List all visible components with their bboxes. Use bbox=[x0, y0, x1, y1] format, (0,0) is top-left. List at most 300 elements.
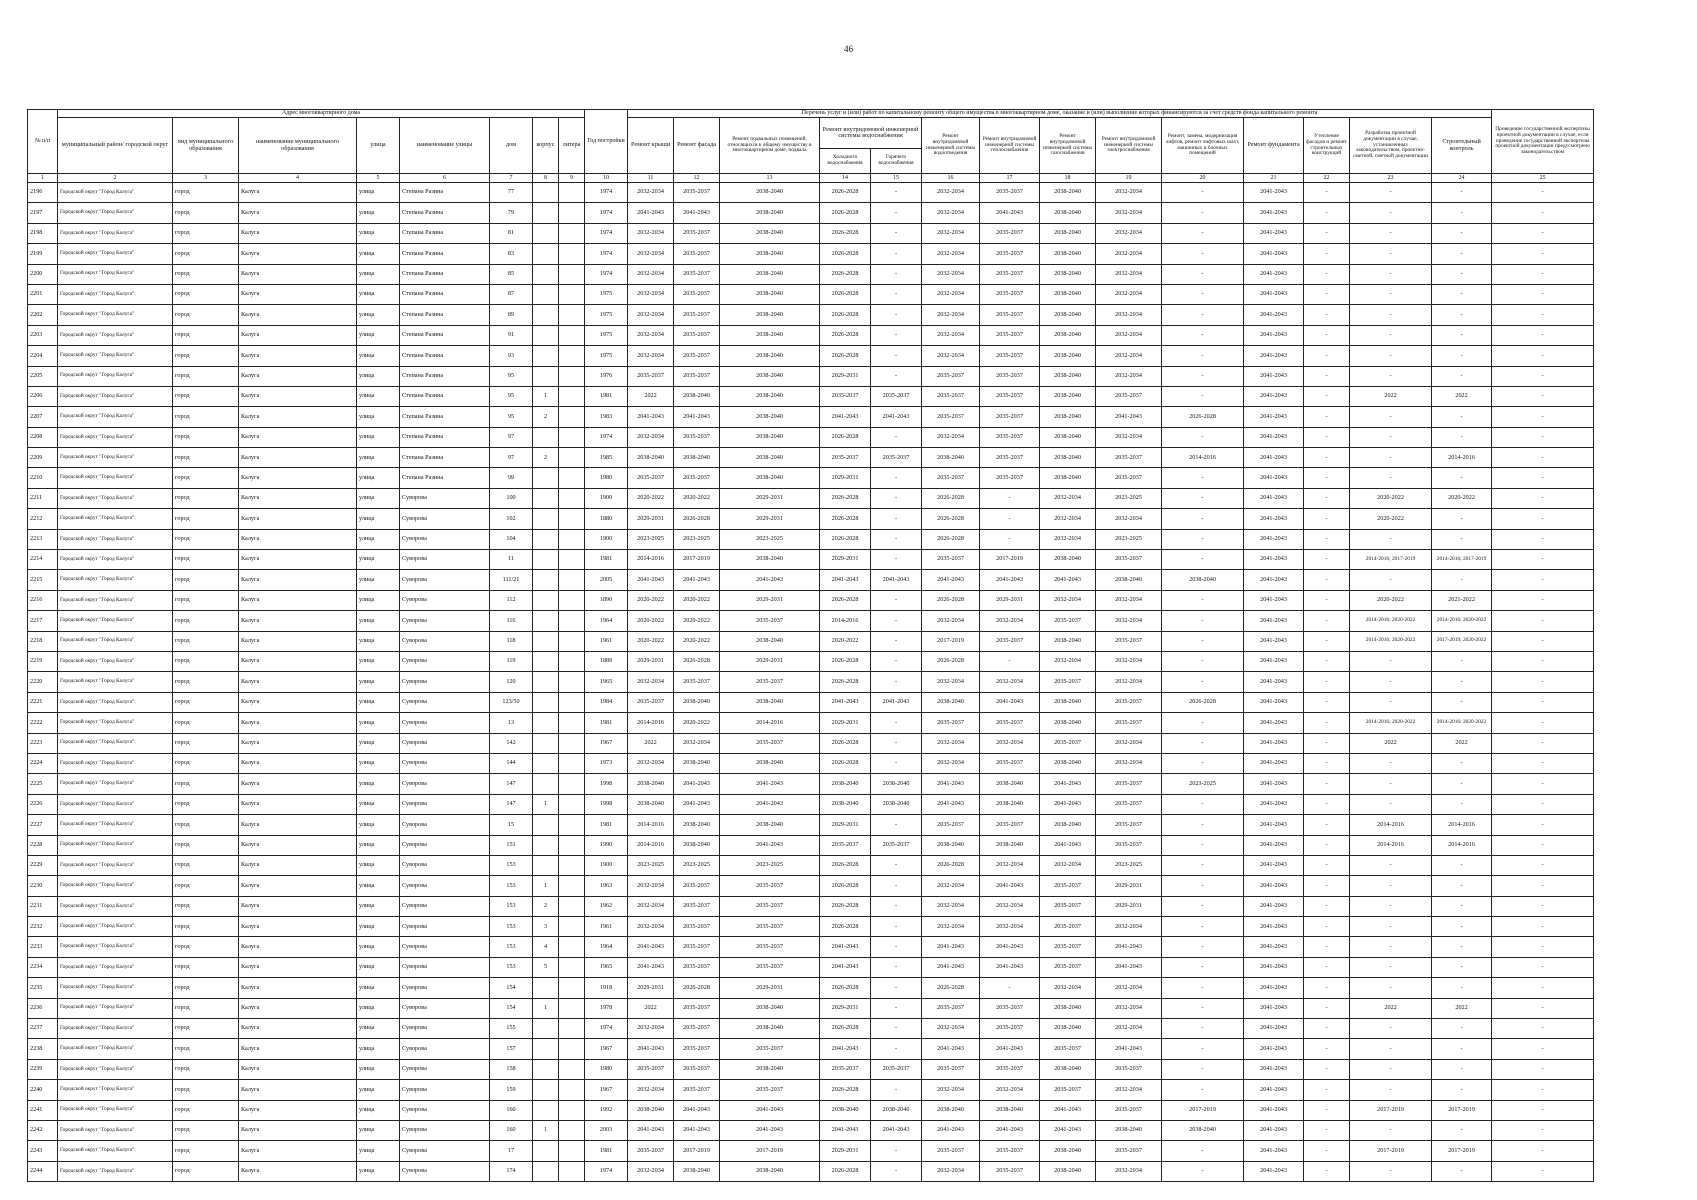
table-cell: - bbox=[1432, 957, 1492, 977]
header-hot-water: Горячего водоснабжения bbox=[871, 149, 922, 174]
table-cell: 2041-2043 bbox=[922, 1039, 980, 1059]
table-cell: 95 bbox=[490, 366, 533, 386]
table-cell: - bbox=[1304, 183, 1350, 203]
table-cell bbox=[533, 1080, 559, 1100]
table-cell: - bbox=[1492, 448, 1594, 468]
table-cell: 2032-2034 bbox=[922, 346, 980, 366]
table-cell: улица bbox=[357, 284, 400, 304]
table-cell: Городской округ "Город Калуга" bbox=[58, 183, 173, 203]
table-cell: 142 bbox=[490, 733, 533, 753]
table-cell: 2032-2034 bbox=[628, 1080, 674, 1100]
table-cell: 2041-2043 bbox=[1040, 1100, 1096, 1120]
table-cell: Калуга bbox=[239, 346, 357, 366]
table-cell: 2035-2037 bbox=[1040, 896, 1096, 916]
column-number: 17 bbox=[980, 174, 1040, 183]
table-cell: 2035-2037 bbox=[1096, 835, 1162, 855]
table-cell: 2032-2034 bbox=[628, 223, 674, 243]
table-cell: 2035-2037 bbox=[674, 468, 720, 488]
table-cell: 2041-2043 bbox=[1244, 978, 1304, 998]
table-cell: 2017-2019 bbox=[1432, 1141, 1492, 1161]
table-cell: - bbox=[1304, 284, 1350, 304]
table-row bbox=[28, 427, 1594, 447]
table-cell: - bbox=[1162, 651, 1244, 671]
table-cell: - bbox=[1492, 346, 1594, 366]
table-cell: 1961 bbox=[585, 631, 628, 651]
table-cell: - bbox=[1304, 488, 1350, 508]
table-cell: Суворова bbox=[400, 713, 490, 733]
table-cell: 2038-2040 bbox=[922, 692, 980, 712]
table-cell: 2026-2028 bbox=[922, 590, 980, 610]
table-cell: 97 bbox=[490, 427, 533, 447]
table-cell: 159 bbox=[490, 1080, 533, 1100]
table-cell: - bbox=[1162, 427, 1244, 447]
table-cell bbox=[533, 488, 559, 508]
table-cell: - bbox=[1432, 529, 1492, 549]
table-cell: 2038-2040 bbox=[1040, 815, 1096, 835]
table-row bbox=[28, 835, 1594, 855]
table-cell: - bbox=[1492, 284, 1594, 304]
table-cell: 2014-2016 bbox=[628, 835, 674, 855]
table-cell: 2215 bbox=[28, 570, 58, 590]
table-cell: - bbox=[1350, 753, 1432, 773]
table-cell: 2041-2043 bbox=[820, 407, 871, 427]
table-cell: 2035-2037 bbox=[980, 223, 1040, 243]
table-cell: улица bbox=[357, 550, 400, 570]
table-cell: Городской округ "Город Калуга" bbox=[58, 1141, 173, 1161]
table-cell: 2038-2040 bbox=[720, 284, 820, 304]
table-cell: 2032-2034 bbox=[980, 1080, 1040, 1100]
table-cell: 2035-2037 bbox=[1040, 1039, 1096, 1059]
table-cell bbox=[559, 1019, 585, 1039]
table-cell: 2035-2037 bbox=[1040, 937, 1096, 957]
table-cell: 2032-2034 bbox=[922, 896, 980, 916]
table-cell: - bbox=[1432, 366, 1492, 386]
table-cell: 2038-2040 bbox=[720, 264, 820, 284]
table-cell: 1974 bbox=[585, 1019, 628, 1039]
table-cell: 2038-2040 bbox=[1040, 203, 1096, 223]
header-elevator: Ремонт, замена, модернизация лифтов, ремонт лифтовых шахт, машинных и блочных помещений bbox=[1162, 118, 1244, 174]
table-cell: 2 bbox=[533, 448, 559, 468]
table-cell: Калуга bbox=[239, 448, 357, 468]
table-cell: 153 bbox=[490, 957, 533, 977]
table-cell: - bbox=[1492, 550, 1594, 570]
table-cell: - bbox=[1492, 203, 1594, 223]
table-cell: 2035-2037 bbox=[922, 1141, 980, 1161]
column-number: 10 bbox=[585, 174, 628, 183]
table-cell: город bbox=[173, 733, 239, 753]
table-cell: 2032-2034 bbox=[1040, 509, 1096, 529]
table-cell: 2032-2034 bbox=[1096, 590, 1162, 610]
table-cell: - bbox=[1350, 284, 1432, 304]
table-cell: 2029-2031 bbox=[628, 651, 674, 671]
table-cell bbox=[533, 305, 559, 325]
table-cell: 2032-2034 bbox=[628, 753, 674, 773]
table-cell: 2223 bbox=[28, 733, 58, 753]
table-cell: 2035-2037 bbox=[820, 448, 871, 468]
table-cell: 120 bbox=[490, 672, 533, 692]
table-cell: - bbox=[1432, 794, 1492, 814]
table-cell: - bbox=[1304, 366, 1350, 386]
table-cell: - bbox=[1432, 203, 1492, 223]
table-cell: 2020-2022 bbox=[820, 631, 871, 651]
table-cell bbox=[533, 733, 559, 753]
table-cell: - bbox=[871, 1039, 922, 1059]
table-cell: 1965 bbox=[585, 957, 628, 977]
table-cell: 2032-2034 bbox=[980, 611, 1040, 631]
table-cell bbox=[559, 937, 585, 957]
table-cell: - bbox=[1162, 876, 1244, 896]
table-cell: 89 bbox=[490, 305, 533, 325]
table-cell: 1981 bbox=[585, 386, 628, 406]
table-cell: 2026-2028 bbox=[820, 305, 871, 325]
table-cell: - bbox=[1492, 774, 1594, 794]
table-cell: Калуга bbox=[239, 917, 357, 937]
table-cell: 2035-2037 bbox=[1040, 672, 1096, 692]
header-foundation: Ремонт фундамента bbox=[1244, 118, 1304, 174]
table-cell: 2017-2019 bbox=[1162, 1100, 1244, 1120]
table-cell: 2029-2031 bbox=[1096, 896, 1162, 916]
table-cell: 2035-2037 bbox=[674, 325, 720, 345]
table-cell: 2029-2031 bbox=[820, 550, 871, 570]
table-cell: 174 bbox=[490, 1161, 533, 1181]
table-cell: 2026-2028 bbox=[820, 733, 871, 753]
table-cell: улица bbox=[357, 978, 400, 998]
table-cell: улица bbox=[357, 753, 400, 773]
header-design: Разработка проектной документации в случае, установленных законодательством, проектно-сметной, сметной документации bbox=[1350, 118, 1432, 174]
table-cell: - bbox=[1432, 346, 1492, 366]
table-cell: 2035-2037 bbox=[674, 305, 720, 325]
table-cell: 2041-2043 bbox=[922, 957, 980, 977]
table-cell bbox=[559, 815, 585, 835]
table-cell: 2029-2031 bbox=[820, 713, 871, 733]
table-cell: 2023-2025 bbox=[1096, 855, 1162, 875]
table-cell: 2023-2025 bbox=[720, 855, 820, 875]
table-cell: - bbox=[1432, 917, 1492, 937]
table-cell: 2041-2043 bbox=[980, 692, 1040, 712]
table-cell bbox=[533, 264, 559, 284]
table-cell: город bbox=[173, 407, 239, 427]
table-cell: 2026-2028 bbox=[820, 876, 871, 896]
table-cell: 2041-2043 bbox=[1244, 1100, 1304, 1120]
table-cell bbox=[559, 244, 585, 264]
table-cell: 2022 bbox=[628, 386, 674, 406]
table-cell: - bbox=[1492, 509, 1594, 529]
table-cell: 2238 bbox=[28, 1039, 58, 1059]
table-cell: Калуга bbox=[239, 183, 357, 203]
table-cell: Степана Разина bbox=[400, 427, 490, 447]
table-row bbox=[28, 244, 1594, 264]
table-cell: 2035-2037 bbox=[628, 692, 674, 712]
header-mo-name: наименование муниципального образования bbox=[239, 118, 357, 174]
table-cell: 2038-2040 bbox=[720, 1019, 820, 1039]
table-cell bbox=[559, 509, 585, 529]
table-cell: 2032-2034 bbox=[1096, 366, 1162, 386]
table-cell: 2023-2025 bbox=[674, 529, 720, 549]
table-cell: Суворова bbox=[400, 590, 490, 610]
table-cell: 2041-2043 bbox=[820, 937, 871, 957]
table-cell: - bbox=[1350, 651, 1432, 671]
table-cell: 2026-2028 bbox=[922, 978, 980, 998]
table-cell: - bbox=[980, 978, 1040, 998]
table-cell: 2032-2034 bbox=[980, 855, 1040, 875]
table-cell: 2032-2034 bbox=[1096, 264, 1162, 284]
table-cell bbox=[533, 815, 559, 835]
table-cell: Городской округ "Город Калуга" bbox=[58, 305, 173, 325]
table-cell: 2029-2031 bbox=[628, 978, 674, 998]
table-cell: Городской округ "Город Калуга" bbox=[58, 774, 173, 794]
table-cell: 1 bbox=[533, 386, 559, 406]
table-row bbox=[28, 998, 1594, 1018]
table-cell: - bbox=[1162, 794, 1244, 814]
table-cell: 11 bbox=[490, 550, 533, 570]
table-cell: 2035-2037 bbox=[720, 937, 820, 957]
table-cell: улица bbox=[357, 672, 400, 692]
table-cell bbox=[559, 427, 585, 447]
table-cell: Городской округ "Город Калуга" bbox=[58, 386, 173, 406]
table-cell: - bbox=[1492, 468, 1594, 488]
table-cell: 2026-2028 bbox=[922, 855, 980, 875]
table-cell: - bbox=[1162, 611, 1244, 631]
table-cell: - bbox=[871, 264, 922, 284]
table-cell: 2041-2043 bbox=[720, 774, 820, 794]
table-cell: 153 bbox=[490, 855, 533, 875]
table-row bbox=[28, 651, 1594, 671]
table-cell: Суворова bbox=[400, 1059, 490, 1079]
table-cell: 2038-2040 bbox=[980, 774, 1040, 794]
table-cell: - bbox=[1162, 1019, 1244, 1039]
table-cell: 2198 bbox=[28, 223, 58, 243]
table-cell: 2035-2037 bbox=[720, 896, 820, 916]
table-cell bbox=[559, 855, 585, 875]
table-cell: - bbox=[1162, 978, 1244, 998]
table-cell: - bbox=[1162, 1039, 1244, 1059]
table-cell: 2038-2040 bbox=[922, 1100, 980, 1120]
table-cell: 2041-2043 bbox=[922, 937, 980, 957]
table-cell: 2026-2028 bbox=[674, 509, 720, 529]
table-cell: 2032-2034 bbox=[1096, 284, 1162, 304]
table-cell: - bbox=[1304, 917, 1350, 937]
table-cell: Суворова bbox=[400, 1039, 490, 1059]
table-cell: 79 bbox=[490, 203, 533, 223]
table-cell: 2041-2043 bbox=[1244, 896, 1304, 916]
table-cell: 2038-2040 bbox=[1040, 386, 1096, 406]
table-cell: 2035-2037 bbox=[871, 386, 922, 406]
table-cell: 2041-2043 bbox=[1244, 753, 1304, 773]
table-cell: 2022 bbox=[628, 998, 674, 1018]
table-cell: 2038-2040 bbox=[1040, 407, 1096, 427]
table-cell: - bbox=[1162, 468, 1244, 488]
table-cell: 2038-2040 bbox=[1040, 1019, 1096, 1039]
table-cell: улица bbox=[357, 427, 400, 447]
table-cell: 123/50 bbox=[490, 692, 533, 712]
table-cell: 2041-2043 bbox=[674, 407, 720, 427]
table-cell: 2205 bbox=[28, 366, 58, 386]
column-number: 23 bbox=[1350, 174, 1432, 183]
table-cell: Городской округ "Город Калуга" bbox=[58, 550, 173, 570]
table-cell: - bbox=[1304, 978, 1350, 998]
table-cell: - bbox=[871, 651, 922, 671]
table-cell: 2035-2037 bbox=[980, 753, 1040, 773]
table-row bbox=[28, 284, 1594, 304]
table-cell: - bbox=[1492, 366, 1594, 386]
column-number: 9 bbox=[559, 174, 585, 183]
table-cell: 2038-2040 bbox=[820, 774, 871, 794]
table-cell: 2038-2040 bbox=[1096, 1120, 1162, 1140]
table-cell: Городской округ "Город Калуга" bbox=[58, 876, 173, 896]
table-cell bbox=[559, 998, 585, 1018]
table-cell: Степана Разина bbox=[400, 264, 490, 284]
table-cell: - bbox=[1304, 631, 1350, 651]
table-cell: 1967 bbox=[585, 1080, 628, 1100]
table-cell: 2035-2037 bbox=[1096, 1059, 1162, 1079]
table-cell: 2231 bbox=[28, 896, 58, 916]
table-cell: - bbox=[1162, 386, 1244, 406]
table-cell: - bbox=[1492, 407, 1594, 427]
table-cell: 2208 bbox=[28, 427, 58, 447]
table-cell: 2038-2040 bbox=[674, 386, 720, 406]
table-cell bbox=[559, 1120, 585, 1140]
table-cell: - bbox=[1304, 468, 1350, 488]
table-cell bbox=[559, 305, 585, 325]
table-cell: 2038-2040 bbox=[720, 692, 820, 712]
table-cell: 2035-2037 bbox=[674, 244, 720, 264]
table-cell: 2022 bbox=[1432, 998, 1492, 1018]
table-cell: 2038-2040 bbox=[628, 448, 674, 468]
table-cell: 2032-2034 bbox=[1096, 611, 1162, 631]
table-cell: Суворова bbox=[400, 855, 490, 875]
table-cell: 2022 bbox=[628, 733, 674, 753]
table-cell: 2035-2037 bbox=[1040, 876, 1096, 896]
table-cell: 2032-2034 bbox=[628, 244, 674, 264]
table-cell: 2041-2043 bbox=[628, 1039, 674, 1059]
table-cell: 2041-2043 bbox=[720, 835, 820, 855]
table-row bbox=[28, 570, 1594, 590]
table-cell: 2038-2040 bbox=[980, 835, 1040, 855]
table-cell: 1 bbox=[533, 794, 559, 814]
table-cell: - bbox=[1432, 1161, 1492, 1181]
table-cell: - bbox=[1162, 284, 1244, 304]
table-cell: 2026-2028 bbox=[820, 855, 871, 875]
table-cell bbox=[559, 550, 585, 570]
table-cell: город bbox=[173, 223, 239, 243]
table-cell: 2035-2037 bbox=[871, 1059, 922, 1079]
table-cell: 2029-2031 bbox=[820, 1141, 871, 1161]
table-cell: 1964 bbox=[585, 937, 628, 957]
table-cell: 2197 bbox=[28, 203, 58, 223]
table-cell: город bbox=[173, 1141, 239, 1161]
table-cell: 2240 bbox=[28, 1080, 58, 1100]
table-cell: Городской округ "Город Калуга" bbox=[58, 427, 173, 447]
table-cell: Городской округ "Город Калуга" bbox=[58, 223, 173, 243]
table-cell: 2026-2028 bbox=[820, 223, 871, 243]
table-cell: Калуга bbox=[239, 794, 357, 814]
table-cell: 2041-2043 bbox=[980, 937, 1040, 957]
table-cell: - bbox=[1492, 244, 1594, 264]
table-row bbox=[28, 733, 1594, 753]
table-cell: Степана Разина bbox=[400, 244, 490, 264]
table-cell: город bbox=[173, 590, 239, 610]
table-cell: город bbox=[173, 366, 239, 386]
table-cell: 2023-2025 bbox=[1096, 529, 1162, 549]
table-cell: 2035-2037 bbox=[1096, 550, 1162, 570]
table-cell: 2041-2043 bbox=[820, 692, 871, 712]
table-cell: 2032-2034 bbox=[922, 203, 980, 223]
table-cell: 2032-2034 bbox=[1096, 733, 1162, 753]
table-cell: - bbox=[1304, 407, 1350, 427]
table-cell: 5 bbox=[533, 957, 559, 977]
table-cell: - bbox=[871, 427, 922, 447]
table-cell: - bbox=[1492, 1141, 1594, 1161]
table-cell: - bbox=[1432, 1059, 1492, 1079]
table-cell: Городской округ "Город Калуга" bbox=[58, 733, 173, 753]
table-cell: Калуга bbox=[239, 223, 357, 243]
table-cell: 2217 bbox=[28, 611, 58, 631]
table-cell bbox=[533, 713, 559, 733]
table-cell bbox=[559, 957, 585, 977]
table-cell: 2229 bbox=[28, 855, 58, 875]
table-cell: 100 bbox=[490, 488, 533, 508]
table-row bbox=[28, 1019, 1594, 1039]
table-cell bbox=[533, 978, 559, 998]
table-cell: - bbox=[1162, 366, 1244, 386]
table-cell: Калуга bbox=[239, 753, 357, 773]
table-cell: - bbox=[1162, 1059, 1244, 1079]
table-cell: - bbox=[1304, 590, 1350, 610]
table-cell: - bbox=[1304, 774, 1350, 794]
table-cell: - bbox=[1162, 1080, 1244, 1100]
table-cell: Суворова bbox=[400, 835, 490, 855]
table-cell: 2032-2034 bbox=[922, 264, 980, 284]
table-cell: 2038-2040 bbox=[674, 448, 720, 468]
table-cell: улица bbox=[357, 325, 400, 345]
table-cell: 1974 bbox=[585, 1161, 628, 1181]
table-cell: Калуга bbox=[239, 1100, 357, 1120]
table-cell: Калуга bbox=[239, 876, 357, 896]
table-cell: 87 bbox=[490, 284, 533, 304]
table-cell: - bbox=[1432, 468, 1492, 488]
table-cell: - bbox=[1162, 835, 1244, 855]
table-cell: 2038-2040 bbox=[871, 774, 922, 794]
table-cell: Суворова bbox=[400, 896, 490, 916]
table-cell: 2032-2034 bbox=[1096, 183, 1162, 203]
column-number: 24 bbox=[1432, 174, 1492, 183]
table-cell: - bbox=[1432, 855, 1492, 875]
table-cell: 2014-2016; 2020-2022 bbox=[1350, 631, 1432, 651]
table-cell: 2032-2034 bbox=[628, 264, 674, 284]
table-cell: 2035-2037 bbox=[674, 1059, 720, 1079]
table-cell: 2041-2043 bbox=[820, 957, 871, 977]
table-cell: город bbox=[173, 917, 239, 937]
table-row bbox=[28, 468, 1594, 488]
table-cell: 2022 bbox=[1350, 998, 1432, 1018]
table-cell: Суворова bbox=[400, 917, 490, 937]
table-cell: Калуга bbox=[239, 427, 357, 447]
table-cell: - bbox=[1162, 550, 1244, 570]
table-row bbox=[28, 1039, 1594, 1059]
table-cell: - bbox=[1162, 896, 1244, 916]
table-cell: 2029-2031 bbox=[820, 468, 871, 488]
table-cell: Суворова bbox=[400, 794, 490, 814]
table-cell: город bbox=[173, 386, 239, 406]
table-cell: 2032-2034 bbox=[980, 672, 1040, 692]
table-cell: 2041-2043 bbox=[628, 570, 674, 590]
table-cell: Степана Разина bbox=[400, 325, 490, 345]
table-cell: город bbox=[173, 611, 239, 631]
table-cell: 2038-2040 bbox=[1040, 346, 1096, 366]
header-works-group: Перечень услуг и (или) работ по капитальному ремонту общего имущества в многоквартирном доме, оказание и (или) выполнение которых финансируются за счет средств фонда капитального ремонта bbox=[628, 110, 1492, 118]
table-cell: Степана Разина bbox=[400, 386, 490, 406]
table-cell: Калуга bbox=[239, 550, 357, 570]
